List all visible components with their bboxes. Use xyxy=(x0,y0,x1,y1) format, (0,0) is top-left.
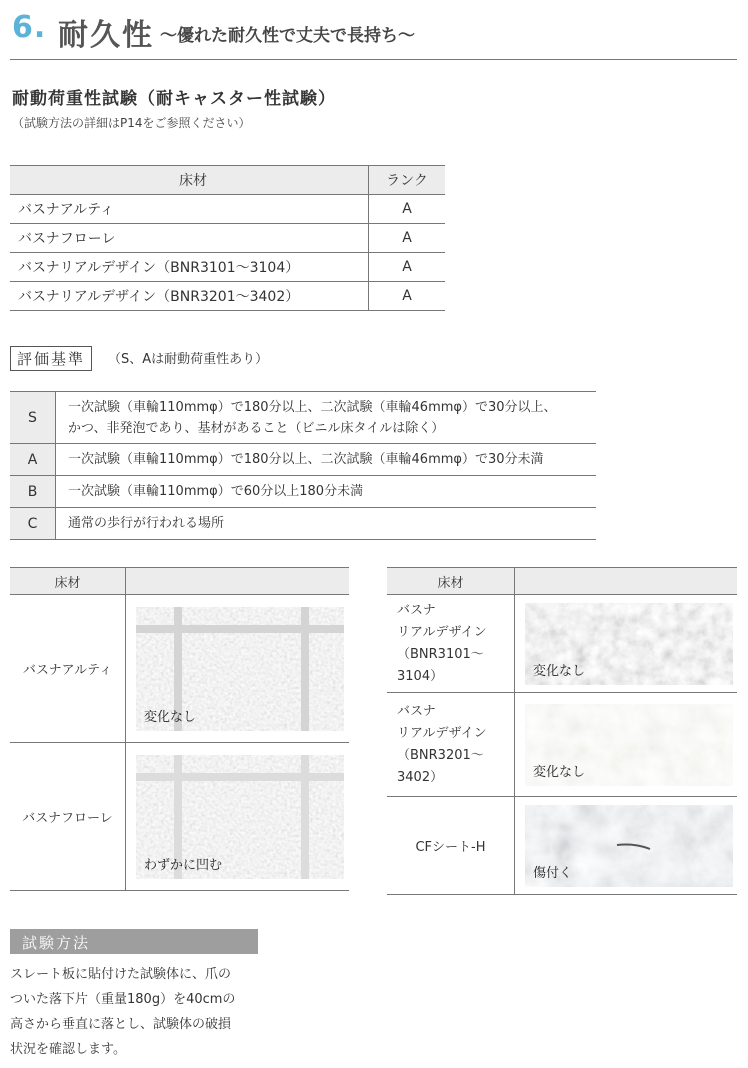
sample-material xyxy=(387,693,515,797)
sample-photo xyxy=(525,805,733,887)
section-number: 6. xyxy=(12,10,47,45)
sample-photo xyxy=(525,704,733,786)
sample-material: バスナフローレ xyxy=(10,743,126,891)
rank-material: バスナリアルデザイン（BNR3101〜3104） xyxy=(10,253,369,282)
page-title: 耐久性 xyxy=(58,18,154,53)
sample-material xyxy=(387,595,515,693)
sample-table-left xyxy=(10,567,349,891)
sample-material: CFシート-H xyxy=(387,797,515,895)
sample-material-line1: バスナ xyxy=(397,703,436,719)
table-row xyxy=(10,392,596,444)
method-title: 試験方法 xyxy=(22,934,91,952)
criteria-key: A xyxy=(10,444,56,476)
section-note: （試験方法の詳細はP14をご参照ください） xyxy=(12,116,251,130)
sample-photo xyxy=(136,607,344,731)
criteria-desc: 通常の歩行が行われる場所 xyxy=(56,508,597,540)
sample-header-material: 床材 xyxy=(387,568,515,595)
criteria-table xyxy=(10,391,596,540)
sample-material-line3: （BNR3201〜3402） xyxy=(397,747,484,785)
header-divider xyxy=(10,59,737,60)
sample-result: 変化なし xyxy=(533,764,586,780)
sample-table-header xyxy=(387,568,737,595)
table-row xyxy=(387,797,737,895)
method-line: 高さから垂直に落とし、試験体の破損 xyxy=(10,1017,232,1032)
rank-material: バスナリアルデザイン（BNR3201〜3402） xyxy=(10,282,369,311)
table-row xyxy=(10,508,596,540)
sample-image-cell xyxy=(515,595,738,693)
table-row xyxy=(10,282,445,311)
table-row xyxy=(10,195,445,224)
sample-table-right xyxy=(387,567,737,895)
sample-image-cell xyxy=(126,743,350,891)
criteria-key: B xyxy=(10,476,56,508)
rank-material: バスナアルティ xyxy=(10,195,369,224)
method-line: ついた落下片（重量180g）を40cmの xyxy=(10,992,236,1007)
table-row xyxy=(10,224,445,253)
criteria-label: 評価基準 xyxy=(10,346,92,371)
rank-table xyxy=(10,165,445,311)
page-subtitle: 〜優れた耐久性で丈夫で長持ち〜 xyxy=(160,26,415,46)
sample-result: わずかに凹む xyxy=(144,857,223,873)
criteria-desc: 一次試験（車輪110mmφ）で180分以上、二次試験（車輪46mmφ）で30分未満 xyxy=(56,444,597,476)
criteria-note: （S、Aは耐動荷重性あり） xyxy=(108,352,269,367)
method-line: 状況を確認します。 xyxy=(10,1042,126,1057)
sample-result: 変化なし xyxy=(533,663,586,679)
sample-photo xyxy=(525,603,733,685)
criteria-desc: 一次試験（車輪110mmφ）で60分以上180分未満 xyxy=(56,476,597,508)
rank-value: A xyxy=(369,195,446,224)
rank-material: バスナフローレ xyxy=(10,224,369,253)
table-row xyxy=(10,476,596,508)
criteria-desc xyxy=(56,392,597,444)
sample-result: 変化なし xyxy=(144,709,197,725)
sample-material-line2: リアルデザイン xyxy=(397,624,487,640)
table-row xyxy=(10,253,445,282)
sample-photo xyxy=(136,755,344,879)
table-row xyxy=(10,444,596,476)
table-row xyxy=(387,595,737,693)
rank-header-material: 床材 xyxy=(10,166,369,195)
criteria-desc-line1: 一次試験（車輪110mmφ）で180分以上、二次試験（車輪46mmφ）で30分以上、 xyxy=(68,399,557,415)
sample-header-image xyxy=(126,568,350,595)
sample-material: バスナアルティ xyxy=(10,595,126,743)
sample-material-line3: （BNR3101〜3104） xyxy=(397,646,484,684)
rank-value: A xyxy=(369,224,446,253)
sample-table-header xyxy=(10,568,349,595)
sample-material-line2: リアルデザイン xyxy=(397,725,487,741)
sample-result: 傷付く xyxy=(533,865,573,881)
sample-header-material: 床材 xyxy=(10,568,126,595)
rank-header-rank: ランク xyxy=(369,166,446,195)
method-body xyxy=(10,962,260,1062)
rank-value: A xyxy=(369,253,446,282)
table-row xyxy=(10,595,349,743)
table-row xyxy=(387,693,737,797)
sample-header-image xyxy=(515,568,738,595)
criteria-key: C xyxy=(10,508,56,540)
criteria-desc-line2: かつ、非発泡であり、基材があること（ビニル床タイルは除く） xyxy=(68,420,445,436)
criteria-key: S xyxy=(10,392,56,444)
sample-image-cell xyxy=(515,797,738,895)
sample-image-cell xyxy=(126,595,350,743)
section-title: 耐動荷重性試験（耐キャスター性試験） xyxy=(12,89,336,109)
sample-image-cell xyxy=(515,693,738,797)
rank-table-header xyxy=(10,166,445,195)
method-line: スレート板に貼付けた試験体に、爪の xyxy=(10,967,232,982)
rank-value: A xyxy=(369,282,446,311)
sample-material-line1: バスナ xyxy=(397,602,436,618)
table-row xyxy=(10,743,349,891)
